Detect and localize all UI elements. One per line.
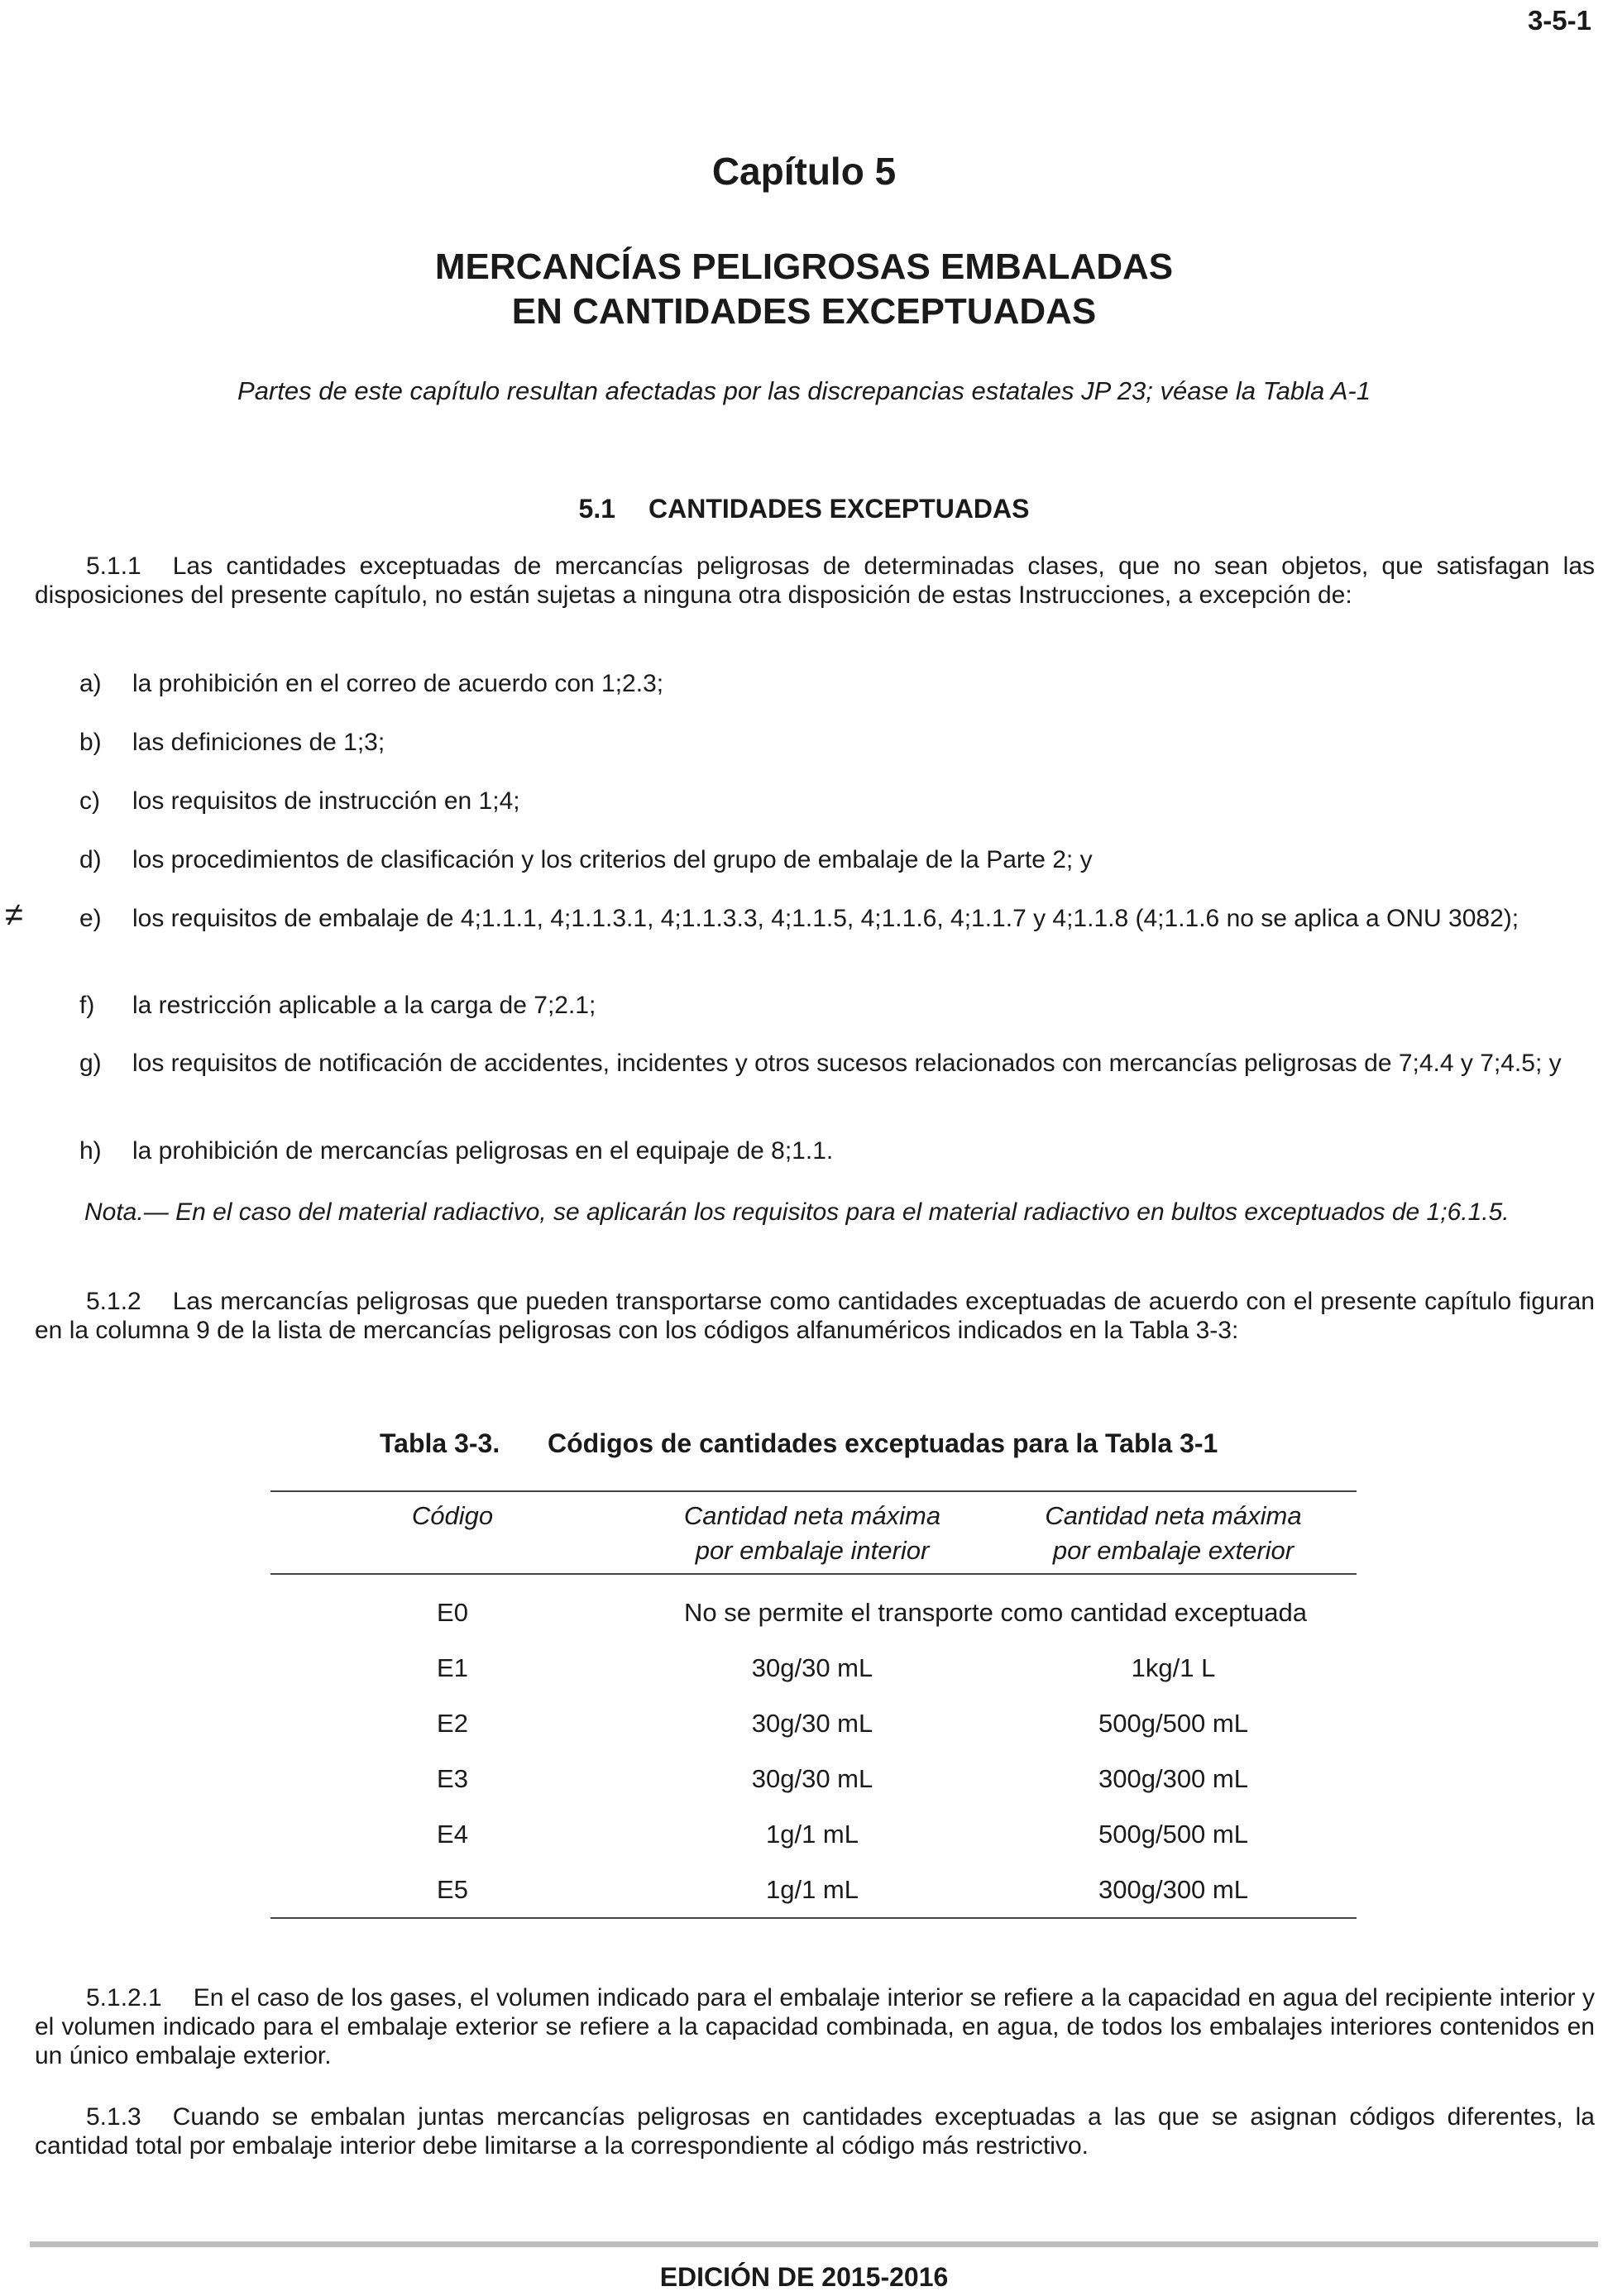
note-label: Nota.— (84, 1198, 169, 1226)
paragraph-text: Las mercancías peligrosas que pueden transportarse como cantidades exceptuadas de acuerdo con el presente capítulo figuran en la columna 9 de la lista de mercancías peligrosas con los códigos alfanuméricos indicados en la Tabla 3-3: (35, 1288, 1595, 1344)
paragraph-number: 5.1.2.1 (86, 1984, 162, 2011)
cell-inner: 30g/30 mL (751, 1708, 873, 1738)
cell-inner: 1g/1 mL (634, 1862, 990, 1918)
chapter-heading: Capítulo 5 (711, 150, 897, 193)
cell-code: E1 (437, 1653, 468, 1682)
footer-edition: EDICIÓN DE 2015-2016 (659, 2262, 949, 2292)
section-heading (0, 494, 1608, 524)
footer-rule (30, 2241, 1598, 2247)
radioactive-note (35, 1198, 1595, 1227)
header-outer-line-2: por embalaje exterior (1052, 1536, 1295, 1565)
table-row (270, 1862, 1357, 1918)
cell-code: E5 (270, 1862, 634, 1918)
header-outer-line-1: Cantidad neta máxima (1045, 1501, 1302, 1530)
cell-outer: 1kg/1 L (1131, 1653, 1216, 1682)
header-outer (990, 1491, 1357, 1574)
paragraph-5-1-1 (35, 552, 1595, 610)
table-row (270, 1696, 1357, 1751)
list-item-text: los requisitos de instrucción en 1;4; (132, 787, 520, 815)
paragraph-number: 5.1.2 (86, 1288, 141, 1315)
table-caption-text: Códigos de cantidades exceptuadas para la Tabla 3-1 (548, 1428, 1218, 1458)
table-row (270, 1751, 1357, 1806)
table-header-row (270, 1491, 1357, 1574)
list-item-text: los requisitos de notificación de accidentes, incidentes y otros sucesos relacionados con mercancías peligrosas de 7;4.4 y 7;4.5; y (132, 1050, 1562, 1077)
list-item-letter: h) (79, 1137, 102, 1165)
cell-outer: 500g/500 mL (1098, 1819, 1248, 1849)
note-text: En el caso del material radiactivo, se aplicarán los requisitos para el material radiactivo en bultos exceptuados de 1;6.1.5. (175, 1198, 1510, 1226)
excepted-quantity-codes-table (270, 1490, 1357, 1919)
cell-inner: 30g/30 mL (751, 1763, 873, 1793)
table-caption-label: Tabla 3-3. (380, 1428, 500, 1458)
paragraph-number: 5.1.3 (86, 2103, 141, 2131)
chapter-title-line-2: EN CANTIDADES EXCEPTUADAS (511, 291, 1097, 332)
cell-inner: 1g/1 mL (765, 1819, 859, 1849)
list-item-letter: f) (79, 992, 95, 1019)
list-item-text: la prohibición en el correo de acuerdo con 1;2.3; (132, 670, 664, 697)
header-code (270, 1491, 634, 1574)
header-code-text: Código (411, 1501, 494, 1530)
list-item-text: la prohibición de mercancías peligrosas en el equipaje de 8;1.1. (132, 1137, 834, 1165)
table-row (270, 1574, 1357, 1640)
list-item-letter: e) (79, 905, 102, 932)
cell-inner: 30g/30 mL (751, 1653, 873, 1682)
header-inner (634, 1491, 990, 1574)
paragraph-5-1-2-1 (35, 1983, 1595, 2070)
table-row (270, 1806, 1357, 1862)
list-item-letter: c) (79, 787, 100, 815)
chapter-title-line-1: MERCANCÍAS PELIGROSAS EMBALADAS (434, 246, 1174, 287)
paragraph-text: Las cantidades exceptuadas de mercancías peligrosas de determinadas clases, que no sean objetos, que satisfagan las disposiciones del presente capítulo, no están sujetas a ninguna otra disposición de estas Instrucciones, a excepción de: (35, 552, 1595, 609)
list-item-letter: g) (79, 1050, 102, 1077)
list-item-letter: d) (79, 846, 102, 873)
cell-code: E3 (437, 1763, 468, 1793)
not-equal-marker-icon: ≠ (5, 897, 23, 933)
cell-outer: 300g/300 mL (1098, 1763, 1248, 1793)
cell-outer: 500g/500 mL (1098, 1708, 1248, 1738)
paragraph-5-1-2 (35, 1287, 1595, 1345)
list-item-text: los requisitos de embalaje de 4;1.1.1, 4;1.1.3.1, 4;1.1.3.3, 4;1.1.5, 4;1.1.6, 4;1.1.7 y 4;1.1.8 (4;1.1.6 no se aplica a ONU 3082); (132, 905, 1519, 932)
header-inner-line-2: por embalaje interior (695, 1536, 930, 1565)
list-item-text: las definiciones de 1;3; (132, 729, 385, 756)
cell-code: E4 (437, 1819, 468, 1849)
paragraph-text: Cuando se embalan juntas mercancías peligrosas en cantidades exceptuadas a las que se asignan códigos diferentes, la cantidad total por embalaje interior debe limitarse a la correspondiente al código más restrictivo. (35, 2103, 1595, 2160)
list-item-letter: b) (79, 729, 102, 756)
section-number: 5.1 (578, 494, 615, 524)
cell-code: E2 (437, 1708, 468, 1738)
header-code-spacer (270, 1533, 634, 1568)
cell-e0-text: No se permite el transporte como cantidad exceptuada (683, 1597, 1308, 1627)
list-item-text: los procedimientos de clasificación y los criterios del grupo de embalaje de la Parte 2; y (132, 846, 1093, 873)
section-title: CANTIDADES EXCEPTUADAS (648, 494, 1030, 524)
paragraph-number: 5.1.1 (86, 552, 141, 580)
list-item-letter: a) (79, 670, 102, 697)
chapter-title (0, 245, 1608, 334)
table-row (270, 1640, 1357, 1696)
header-inner-line-1: Cantidad neta máxima (683, 1501, 941, 1530)
page-number: 3-5-1 (1527, 5, 1591, 36)
cell-outer: 300g/300 mL (990, 1862, 1357, 1918)
paragraph-5-1-3 (35, 2102, 1595, 2160)
cell-code: E0 (437, 1597, 468, 1627)
list-item-text: la restricción aplicable a la carga de 7;2.1; (132, 992, 596, 1019)
state-discrepancy-note: Partes de este capítulo resultan afectadas por las discrepancias estatales JP 23; véase la Tabla A-1 (237, 376, 1371, 405)
paragraph-text: En el caso de los gases, el volumen indicado para el embalaje interior se refiere a la capacidad en agua del recipiente interior y el volumen indicado para el embalaje exterior se refiere a la capacidad combinada, en agua, de todos los embalajes interiores contenidos en un único embalaje exterior. (35, 1984, 1595, 2069)
